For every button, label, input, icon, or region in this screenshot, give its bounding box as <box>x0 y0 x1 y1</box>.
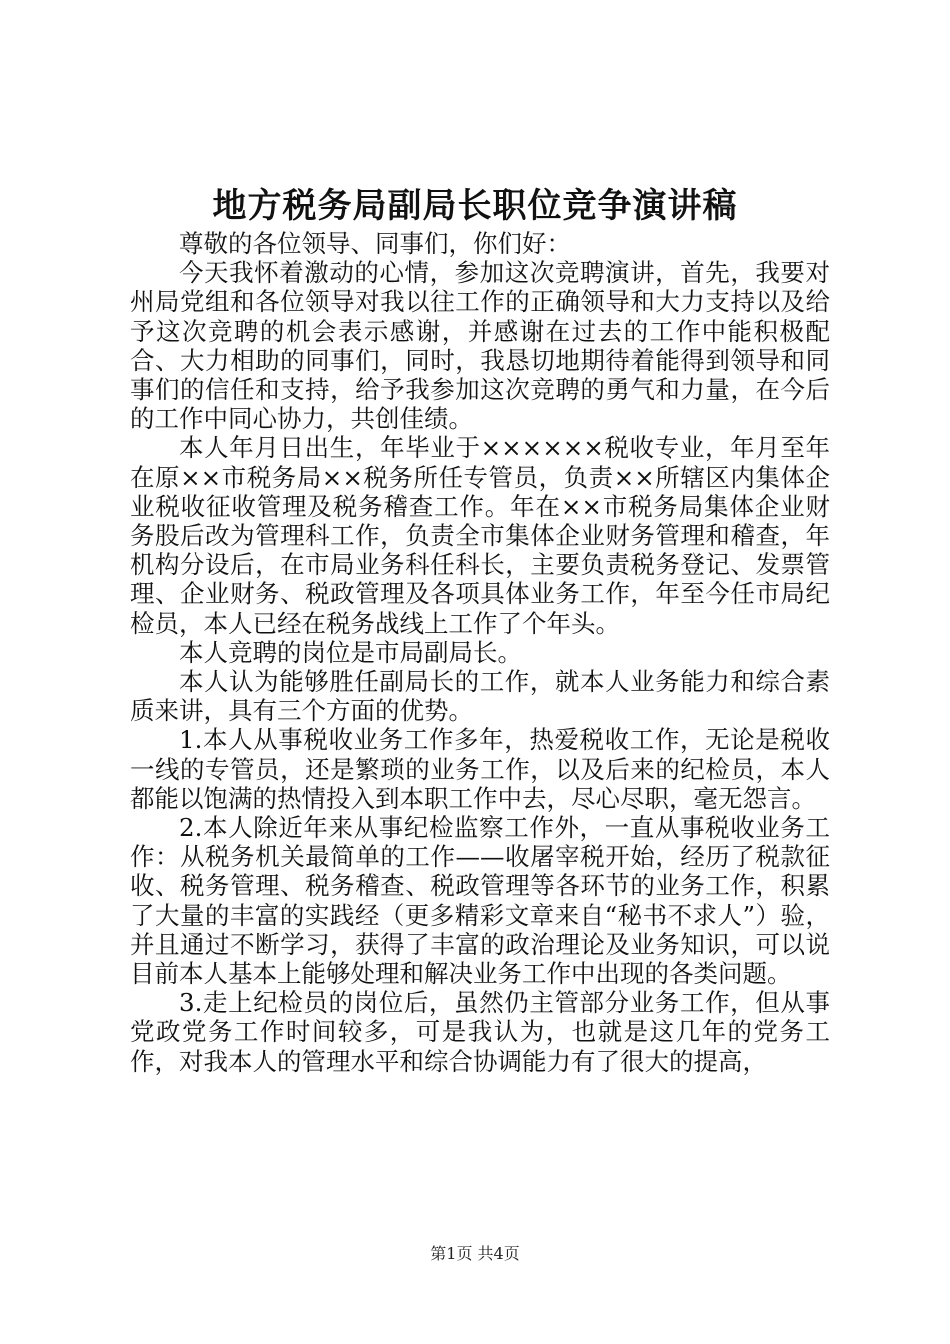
page-footer: 第1页 共4页 <box>430 1244 520 1263</box>
document-body <box>130 229 830 1076</box>
salutation-paragraph: 尊敬的各位领导、同事们，你们好： <box>179 229 571 258</box>
body-paragraph: 本人竞聘的岗位是市局副局长。 <box>179 637 522 667</box>
body-paragraph: 本人认为能够胜任副局长的工作，就本人业务能力和综合素质来讲，具有三个方面的优势。 <box>130 667 830 726</box>
body-paragraph: 3.走上纪检员的岗位后，虽然仍主管部分业务工作，但从事党政党务工作时间较多，可是我认为，也就是这几年的党务工作，对我本人的管理水平和综合协调能力有了很大的提高， <box>130 988 830 1076</box>
body-paragraph: 今天我怀着激动的心情，参加这次竞聘演讲，首先，我要对州局党组和各位领导对我以往工作的正确领导和大力支持以及给予这次竞聘的机会表示感谢，并感谢在过去的工作中能积极配合、大力相助的同事们，同时，我恳切地期待着能得到领导和同事们的信任和支持，给予我参加这次竞聘的勇气和力量，在今后的工作中同心协力，共创佳绩。 <box>130 258 830 434</box>
body-paragraph: 1.本人从事税收业务工作多年，热爱税收工作，无论是税收一线的专管员，还是繁琐的业务工作，以及后来的纪检员，本人都能以饱满的热情投入到本职工作中去，尽心尽职，毫无怨言。 <box>130 725 830 813</box>
body-paragraph: 本人年月日出生，年毕业于××××××税收专业，年月至年在原××市税务局××税务所任专管员，负责××所辖区内集体企业税收征收管理及税务稽查工作。年在××市税务局集体企业财务股后改为管理科工作，负责全市集体企业财务管理和稽查，年机构分设后，在市局业务科任科长，主要负责税务登记、发票管理、企业财务、税政管理及各项具体业务工作，年至今任市局纪检员，本人已经在税务战线上工作了个年头。 <box>130 433 830 638</box>
document-title: 地方税务局副局长职位竞争演讲稿 <box>212 186 738 226</box>
body-paragraph: 2.本人除近年来从事纪检监察工作外，一直从事税收业务工作：从税务机关最简单的工作——收屠宰税开始，经历了税款征收、税务管理、税务稽查、税政管理等各环节的业务工作，积累了大量的丰富的实践经（更多精彩文章来自“秘书不求人”）验，并且通过不断学习，获得了丰富的政治理论及业务知识，可以说目前本人基本上能够处理和解决业务工作中出现的各类问题。 <box>130 813 830 989</box>
